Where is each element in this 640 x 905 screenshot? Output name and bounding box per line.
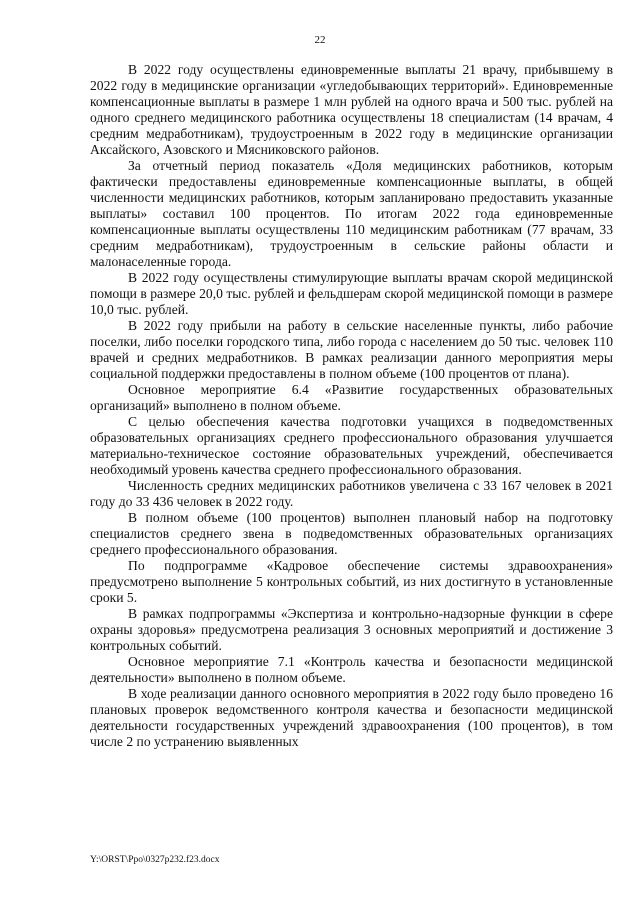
paragraph: За отчетный период показатель «Доля медицинских работников, которым фактически предоставлены единовременные компенсационные выплаты, в общей численности медицинских работников, которым запланировано предоставить указанные выплаты» составил 100 процентов. По итогам 2022 года единовременные компенсационные выплаты осуществлены 110 медицинским работникам (77 врачам, 33 средним медработникам), трудоустроенным в сельские районы области и малонаселенные города. — [90, 158, 613, 269]
paragraph: Основное мероприятие 7.1 «Контроль качества и безопасности медицинской деятельности» выполнено в полном объеме. — [90, 654, 613, 685]
paragraph: По подпрограмме «Кадровое обеспечение системы здравоохранения» предусмотрено выполнение 5 контрольных событий, из них достигнуто в установленные сроки 5. — [90, 558, 613, 605]
paragraph: Численность средних медицинских работников увеличена с 33 167 человек в 2021 году до 33 436 человек в 2022 году. — [90, 478, 613, 509]
document-body — [90, 62, 613, 750]
paragraph: В полном объеме (100 процентов) выполнен плановый набор на подготовку специалистов среднего звена в подведомственных образовательных организациях среднего профессионального образования. — [90, 510, 613, 557]
paragraph: В 2022 году осуществлены стимулирующие выплаты врачам скорой медицинской помощи в размере 20,0 тыс. рублей и фельдшерам скорой медицинской помощи в размере 10,0 тыс. рублей. — [90, 270, 613, 317]
footer-file-path: Y:\ORST\Ppo\0327p232.f23.docx — [90, 855, 220, 865]
paragraph: В 2022 году прибыли на работу в сельские населенные пункты, либо рабочие поселки, либо поселки городского типа, либо города с населением до 50 тыс. человек 110 врачей и средних медработников. В рамках реализации данного мероприятия меры социальной поддержки предоставлены в полном объеме (100 процентов от плана). — [90, 318, 613, 381]
paragraph: Основное мероприятие 6.4 «Развитие государственных образовательных организаций» выполнено в полном объеме. — [90, 382, 613, 413]
page-number: 22 — [314, 34, 326, 46]
paragraph: В 2022 году осуществлены единовременные выплаты 21 врачу, прибывшему в 2022 году в медицинские организации «угледобывающих территорий». Единовременные компенсационные выплаты в размере 1 млн рублей на одного врача и 500 тыс. рублей на одного среднего медицинского работника осуществлены 18 специалистам (14 врачам, 4 средним медработникам), трудоустроенным в 2022 году в медицинские организации Аксайского, Азовского и Мясниковского районов. — [90, 62, 613, 157]
paragraph: В рамках подпрограммы «Экспертиза и контрольно-надзорные функции в сфере охраны здоровья» предусмотрена реализация 3 основных мероприятий и достижение 3 контрольных событий. — [90, 606, 613, 653]
paragraph: В ходе реализации данного основного мероприятия в 2022 году было проведено 16 плановых проверок ведомственного контроля качества и безопасности медицинской деятельности государственных учреждений здравоохранения (100 процентов), в том числе 2 по устранению выявленных — [90, 686, 613, 749]
paragraph: С целью обеспечения качества подготовки учащихся в подведомственных образовательных организациях среднего профессионального образования улучшается материально-техническое состояние образовательных учреждений, обеспечивается необходимый уровень качества среднего профессионального образования. — [90, 414, 613, 477]
